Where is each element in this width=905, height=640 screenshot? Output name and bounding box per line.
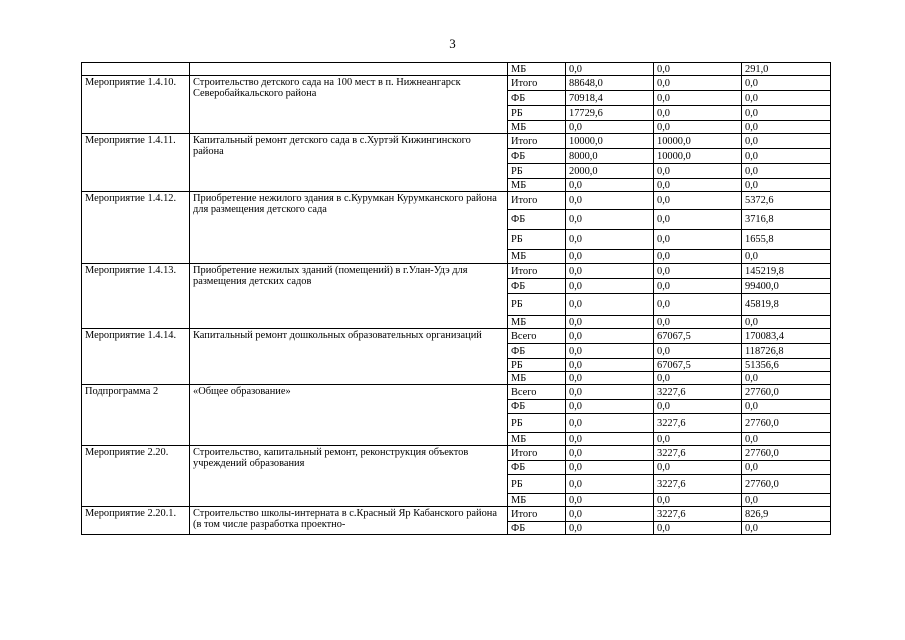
value-cell: 0,0 [654,433,742,446]
value-cell: 10000,0 [566,134,654,149]
value-cell: 51356,6 [742,359,831,372]
value-cell: 0,0 [654,400,742,414]
value-cell: 0,0 [566,294,654,316]
table-row [82,76,831,91]
value-cell: 45819,8 [742,294,831,316]
value-cell: 291,0 [742,63,831,76]
funding-source: Итого [508,192,566,210]
measure-description: Строительство детского сада на 100 мест в п. Нижнеангарск Северобайкальского района [190,76,508,134]
value-cell: 0,0 [566,400,654,414]
value-cell: 0,0 [742,400,831,414]
value-cell: 0,0 [566,446,654,461]
value-cell: 0,0 [566,433,654,446]
measure-description [190,63,508,76]
value-cell: 0,0 [566,230,654,250]
value-cell: 1655,8 [742,230,831,250]
value-cell: 0,0 [654,121,742,134]
measure-label: Подпрограмма 2 [82,385,190,446]
value-cell: 145219,8 [742,264,831,279]
value-cell: 2000,0 [566,164,654,179]
value-cell: 88648,0 [566,76,654,91]
value-cell: 0,0 [654,210,742,230]
value-cell: 0,0 [566,414,654,433]
value-cell: 0,0 [566,372,654,385]
table-row [82,134,831,149]
value-cell: 99400,0 [742,279,831,294]
measure-description: Строительство, капитальный ремонт, реконструкция объектов учреждений образования [190,446,508,507]
funding-source: МБ [508,250,566,264]
measure-description: Приобретение нежилого здания в с.Курумкан Курумканского района для размещения детского сада [190,192,508,264]
value-cell: 0,0 [742,164,831,179]
measure-label: Мероприятие 1.4.11. [82,134,190,192]
value-cell: 0,0 [654,294,742,316]
value-cell: 0,0 [742,179,831,192]
measure-description: «Общее образование» [190,385,508,446]
value-cell: 3227,6 [654,414,742,433]
value-cell: 0,0 [566,329,654,344]
value-cell: 0,0 [742,316,831,329]
value-cell: 0,0 [566,264,654,279]
funding-source: МБ [508,316,566,329]
value-cell: 0,0 [654,230,742,250]
measure-label: Мероприятие 2.20.1. [82,507,190,535]
measure-label: Мероприятие 1.4.14. [82,329,190,385]
value-cell: 8000,0 [566,149,654,164]
value-cell: 0,0 [566,250,654,264]
funding-source: РБ [508,414,566,433]
value-cell: 3227,6 [654,446,742,461]
value-cell: 17729,6 [566,106,654,121]
value-cell: 0,0 [654,522,742,535]
value-cell: 27760,0 [742,446,831,461]
value-cell: 170083,4 [742,329,831,344]
value-cell: 0,0 [742,494,831,507]
value-cell: 0,0 [654,344,742,359]
funding-source: МБ [508,63,566,76]
measure-label: Мероприятие 2.20. [82,446,190,507]
value-cell: 0,0 [654,250,742,264]
funding-source: Итого [508,134,566,149]
value-cell: 0,0 [654,179,742,192]
measure-label: Мероприятие 1.4.12. [82,192,190,264]
table-row [82,192,831,210]
table-body [82,63,831,535]
funding-source: Итого [508,264,566,279]
value-cell: 0,0 [742,134,831,149]
value-cell: 0,0 [742,433,831,446]
funding-source: РБ [508,294,566,316]
value-cell: 0,0 [742,372,831,385]
value-cell: 0,0 [566,279,654,294]
value-cell: 0,0 [654,372,742,385]
funding-source: РБ [508,106,566,121]
measure-label: Мероприятие 1.4.10. [82,76,190,134]
value-cell: 0,0 [566,475,654,494]
value-cell: 0,0 [566,192,654,210]
value-cell: 0,0 [566,179,654,192]
value-cell: 118726,8 [742,344,831,359]
budget-table [81,62,831,535]
value-cell: 5372,6 [742,192,831,210]
value-cell: 0,0 [654,494,742,507]
value-cell: 0,0 [566,316,654,329]
value-cell: 0,0 [742,106,831,121]
value-cell: 0,0 [654,106,742,121]
funding-source: Итого [508,507,566,522]
value-cell: 0,0 [654,91,742,106]
value-cell: 0,0 [654,461,742,475]
value-cell: 3227,6 [654,475,742,494]
value-cell: 0,0 [654,192,742,210]
value-cell: 0,0 [742,121,831,134]
measure-description: Капитальный ремонт детского сада в с.Хуртэй Кижингинского района [190,134,508,192]
value-cell: 0,0 [742,461,831,475]
funding-source: МБ [508,433,566,446]
funding-source: ФБ [508,522,566,535]
funding-source: МБ [508,179,566,192]
table-row [82,446,831,461]
funding-source: Всего [508,329,566,344]
funding-source: ФБ [508,461,566,475]
table-row [82,385,831,400]
funding-source: РБ [508,475,566,494]
funding-source: ФБ [508,344,566,359]
table-row [82,507,831,522]
funding-source: ФБ [508,149,566,164]
value-cell: 0,0 [566,344,654,359]
value-cell: 0,0 [566,522,654,535]
value-cell: 70918,4 [566,91,654,106]
value-cell: 0,0 [742,149,831,164]
funding-source: ФБ [508,91,566,106]
measure-description: Строительство школы-интерната в с.Красный Яр Кабанского района (в том числе разработка проектно- [190,507,508,535]
value-cell: 0,0 [566,461,654,475]
funding-source: Всего [508,385,566,400]
measure-label [82,63,190,76]
value-cell: 3227,6 [654,385,742,400]
value-cell: 0,0 [654,63,742,76]
measure-description: Приобретение нежилых зданий (помещений) в г.Улан-Удэ для размещения детских садов [190,264,508,329]
funding-source: ФБ [508,279,566,294]
page-number: 3 [449,36,456,51]
funding-source: МБ [508,372,566,385]
value-cell: 10000,0 [654,149,742,164]
value-cell: 0,0 [566,121,654,134]
value-cell: 0,0 [566,359,654,372]
funding-source: РБ [508,230,566,250]
value-cell: 0,0 [742,250,831,264]
value-cell: 0,0 [742,91,831,106]
value-cell: 67067,5 [654,329,742,344]
table-row [82,329,831,344]
funding-source: Итого [508,76,566,91]
value-cell: 3227,6 [654,507,742,522]
funding-source: МБ [508,121,566,134]
value-cell: 0,0 [742,76,831,91]
value-cell: 3716,8 [742,210,831,230]
value-cell: 826,9 [742,507,831,522]
value-cell: 10000,0 [654,134,742,149]
table-row [82,63,831,76]
measure-description: Капитальный ремонт дошкольных образовательных организаций [190,329,508,385]
value-cell: 0,0 [654,76,742,91]
value-cell: 0,0 [566,210,654,230]
value-cell: 0,0 [566,63,654,76]
value-cell: 27760,0 [742,475,831,494]
value-cell: 0,0 [566,494,654,507]
funding-source: РБ [508,359,566,372]
measure-label: Мероприятие 1.4.13. [82,264,190,329]
value-cell: 27760,0 [742,385,831,400]
value-cell: 0,0 [742,522,831,535]
value-cell: 0,0 [654,316,742,329]
value-cell: 0,0 [654,264,742,279]
value-cell: 0,0 [654,164,742,179]
value-cell: 27760,0 [742,414,831,433]
table-row [82,264,831,279]
value-cell: 0,0 [654,279,742,294]
value-cell: 0,0 [566,507,654,522]
funding-source: ФБ [508,400,566,414]
value-cell: 67067,5 [654,359,742,372]
funding-source: РБ [508,164,566,179]
funding-source: МБ [508,494,566,507]
funding-source: ФБ [508,210,566,230]
funding-source: Итого [508,446,566,461]
value-cell: 0,0 [566,385,654,400]
